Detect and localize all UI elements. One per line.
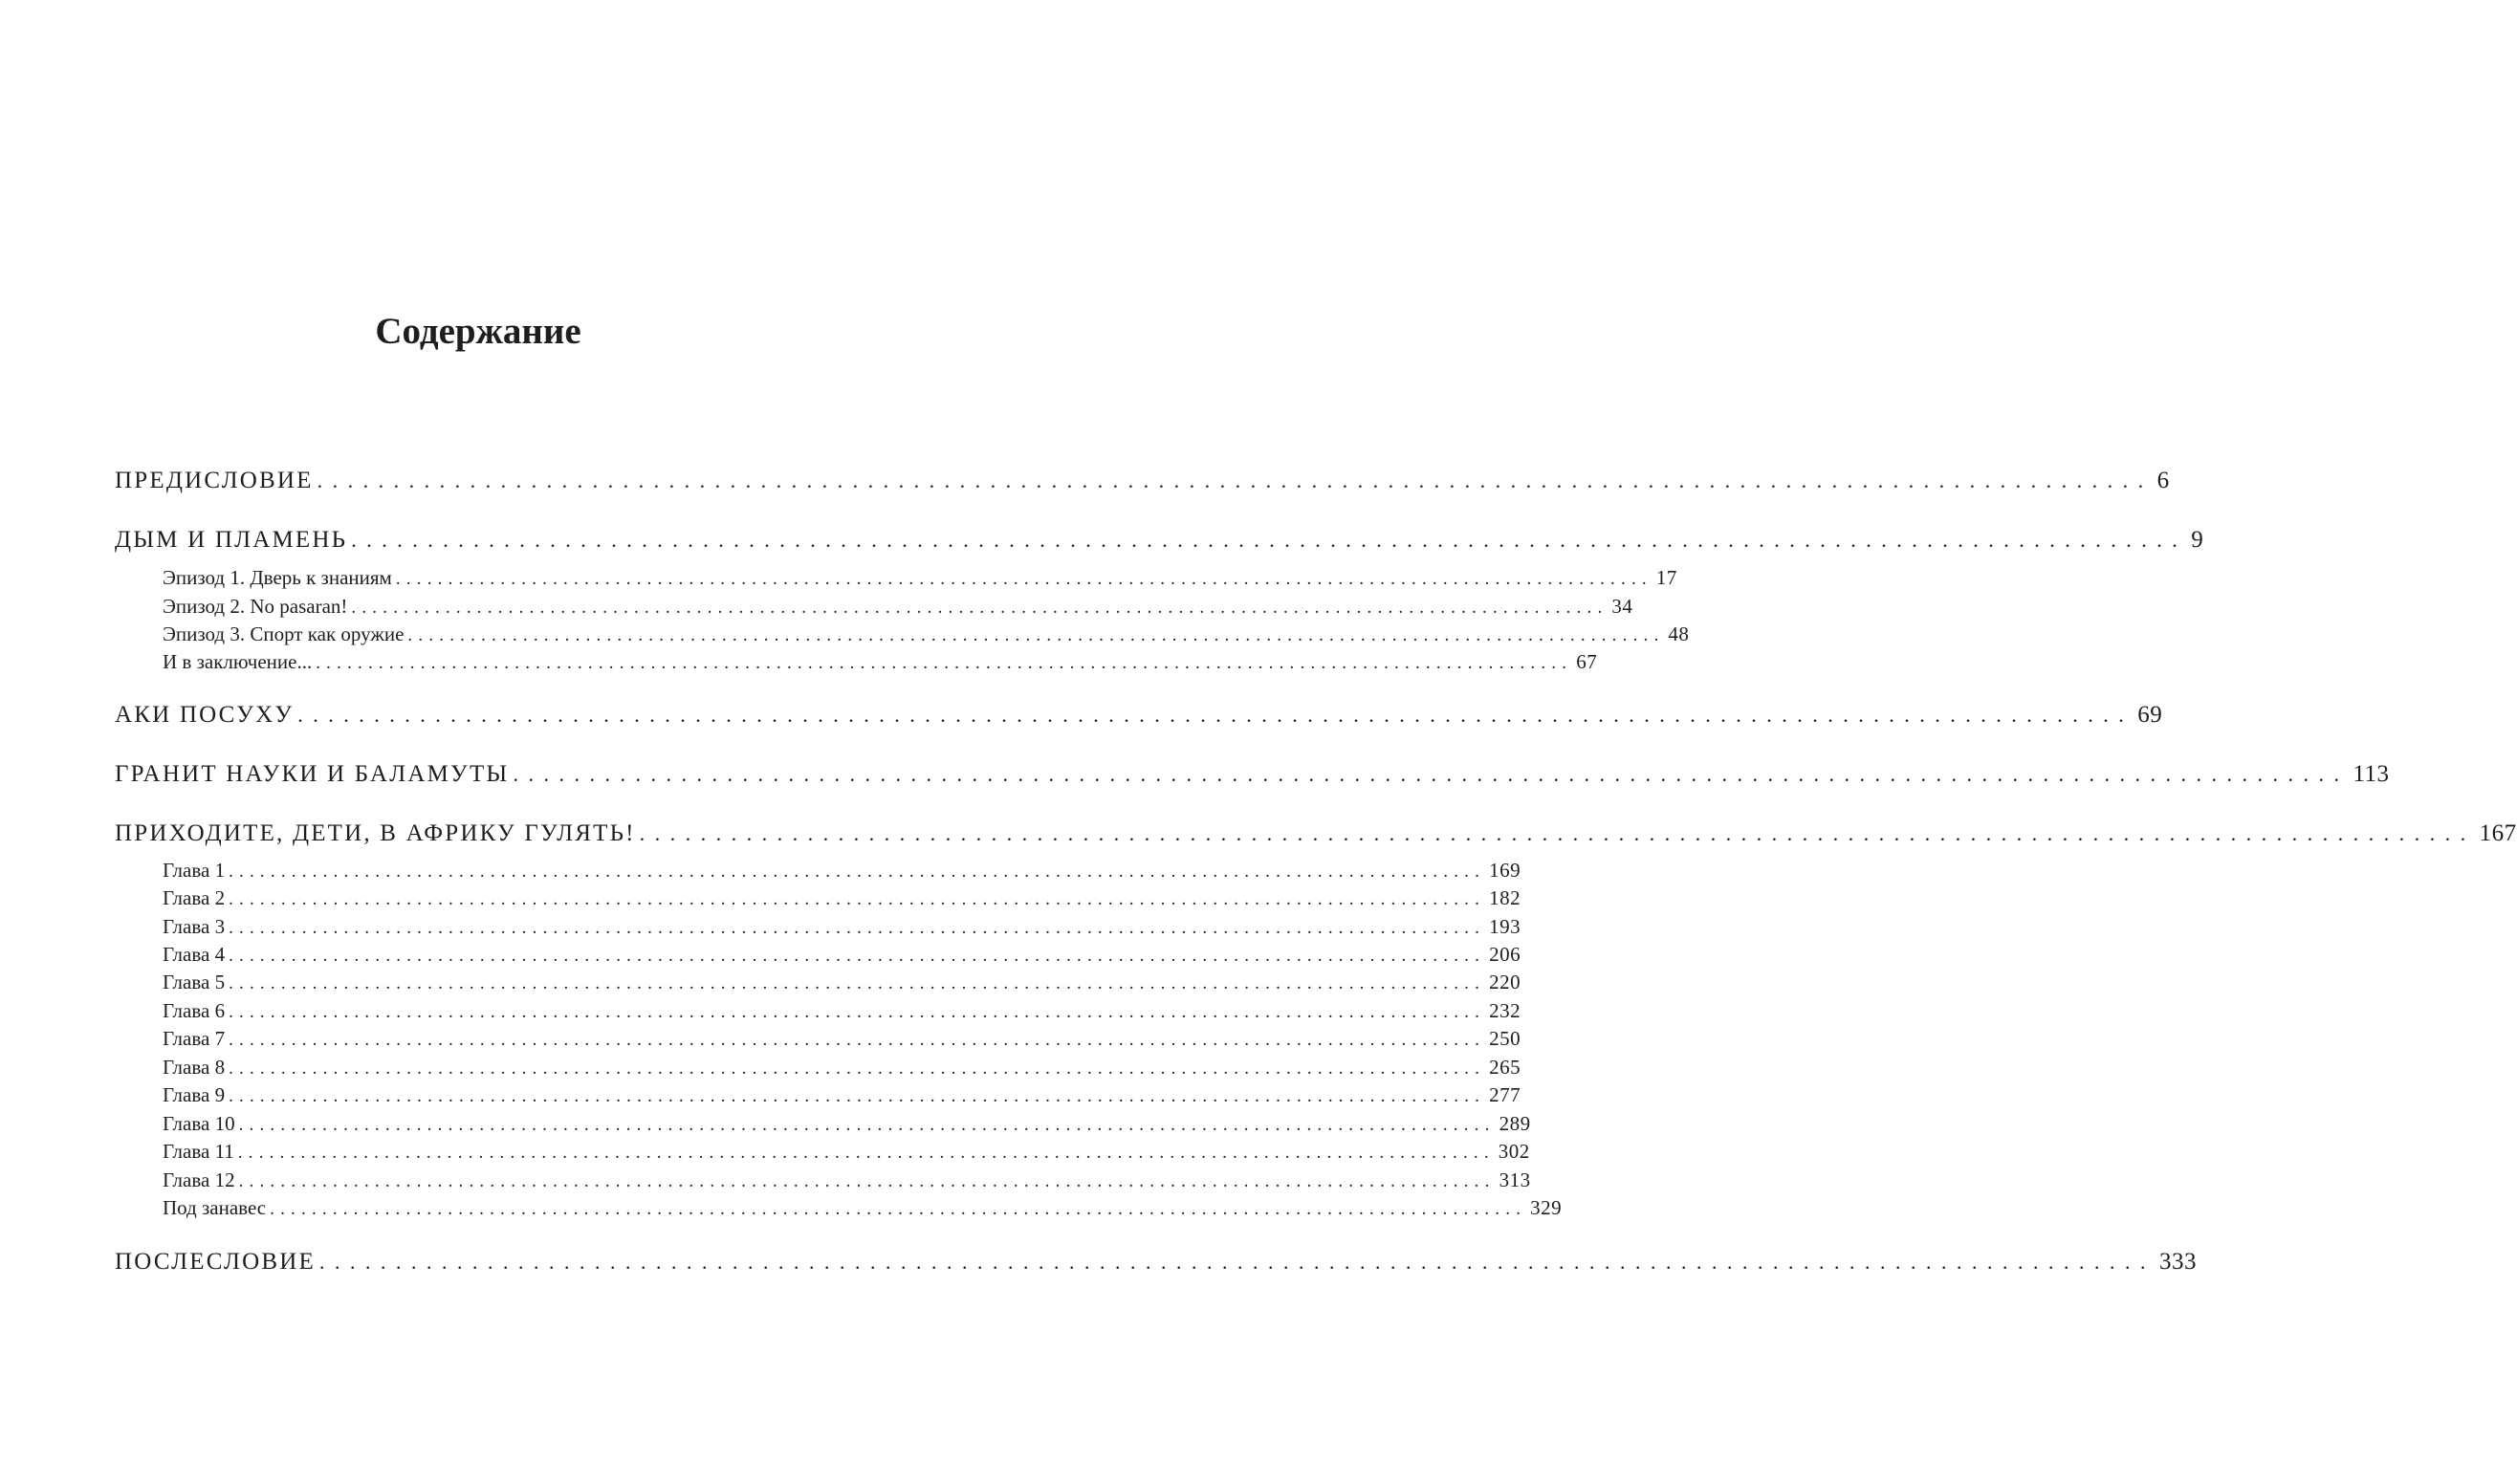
toc-page-number: 17 — [1655, 566, 1677, 589]
toc-entry-title: Глава 10 — [163, 1112, 235, 1135]
page-title: Содержание — [375, 311, 581, 352]
toc-page-number: 250 — [1489, 1027, 1521, 1050]
toc-page-number: 277 — [1489, 1083, 1521, 1106]
toc-entry-afterword[interactable] — [115, 1246, 2197, 1278]
toc-subentry[interactable] — [163, 1025, 1521, 1052]
toc-page-number: 34 — [1611, 595, 1633, 618]
toc-entry-title: Эпизод 3. Спорт как оружие — [163, 622, 405, 645]
toc-entry-preface[interactable] — [115, 465, 2170, 497]
toc-subentry[interactable] — [163, 648, 1598, 675]
toc-subentry[interactable] — [163, 884, 1521, 911]
toc-subentry[interactable] — [163, 1194, 1563, 1221]
toc-entry-title: ПРИХОДИТЕ, ДЕТИ, В АФРИКУ ГУЛЯТЬ! — [115, 820, 636, 846]
toc-subentry[interactable] — [163, 621, 1690, 647]
table-of-contents — [115, 0, 2517, 1484]
dot-leader: ........................................................................................................................ — [351, 528, 2188, 552]
toc-entry-part[interactable] — [115, 758, 2390, 791]
toc-subentry[interactable] — [163, 941, 1521, 968]
toc-entry-title: Глава 11 — [163, 1140, 234, 1163]
toc-subentry[interactable] — [163, 969, 1521, 995]
dot-leader: ........................................................................................................................ — [351, 598, 1609, 618]
toc-subentry[interactable] — [163, 593, 1633, 620]
toc-entry-title: Глава 8 — [163, 1056, 226, 1079]
toc-page-number: 302 — [1498, 1140, 1530, 1163]
toc-page-number: 313 — [1499, 1168, 1531, 1191]
dot-leader: ........................................................................................................................ — [237, 1143, 1495, 1163]
toc-page-number: 220 — [1489, 971, 1521, 993]
toc-subentry[interactable] — [163, 564, 1677, 591]
toc-entry-title: Глава 4 — [163, 943, 226, 966]
toc-entry-title: Глава 5 — [163, 971, 226, 993]
toc-entry-part[interactable] — [115, 524, 2204, 556]
toc-page-number: 113 — [2353, 761, 2390, 787]
dot-leader: ........................................................................................................................ — [229, 889, 1486, 909]
toc-subentry[interactable] — [163, 913, 1521, 940]
dot-leader: ........................................................................................................................ — [316, 653, 1573, 673]
toc-page-number: 69 — [2137, 702, 2163, 728]
dot-leader: ........................................................................................................................ — [395, 569, 1652, 589]
toc-entry-title: Глава 6 — [163, 999, 226, 1022]
dot-leader: ........................................................................................................................ — [297, 703, 2134, 727]
toc-page-number: 9 — [2191, 527, 2204, 553]
dot-leader: ........................................................................................................................ — [317, 469, 2154, 492]
toc-entry-title: ПРЕДИСЛОВИЕ — [115, 468, 314, 493]
toc-entry-title: Эпизод 1. Дверь к знаниям — [163, 566, 392, 589]
toc-entry-title: Глава 1 — [163, 859, 226, 882]
toc-page-number: 169 — [1489, 859, 1521, 882]
toc-entry-title: Глава 7 — [163, 1027, 226, 1050]
toc-entry-title: ПОСЛЕСЛОВИЕ — [115, 1249, 316, 1275]
dot-leader: ........................................................................................................................ — [229, 1058, 1486, 1079]
toc-subentry[interactable] — [163, 1054, 1521, 1080]
dot-leader: ........................................................................................................................ — [407, 625, 1665, 645]
dot-leader: ........................................................................................................................ — [639, 821, 2476, 845]
toc-entry-title: Глава 2 — [163, 886, 226, 909]
toc-page-number: 206 — [1489, 943, 1521, 966]
toc-entry-part[interactable] — [115, 818, 2517, 850]
toc-page-number: 182 — [1489, 886, 1521, 909]
toc-entry-part[interactable] — [115, 699, 2163, 731]
toc-subentry[interactable] — [163, 1138, 1530, 1165]
dot-leader: ........................................................................................................................ — [229, 973, 1486, 993]
dot-leader: ........................................................................................................................ — [229, 918, 1486, 938]
dot-leader: ........................................................................................................................ — [318, 1250, 2156, 1274]
toc-entry-title: Глава 9 — [163, 1083, 226, 1106]
dot-leader: ........................................................................................................................ — [229, 946, 1486, 966]
toc-page-number: 193 — [1489, 915, 1521, 938]
toc-entry-title: АКИ ПОСУХУ — [115, 702, 295, 728]
toc-page-number: 289 — [1499, 1112, 1531, 1135]
toc-page-number: 333 — [2158, 1249, 2197, 1275]
toc-entry-title: Под занавес — [163, 1196, 267, 1219]
toc-page-number: 48 — [1668, 622, 1690, 645]
dot-leader: ........................................................................................................................ — [229, 862, 1486, 882]
dot-leader: ........................................................................................................................ — [238, 1171, 1496, 1191]
toc-entry-title: Глава 12 — [163, 1168, 235, 1191]
dot-leader: ........................................................................................................................ — [238, 1115, 1496, 1135]
toc-page-number: 67 — [1576, 650, 1598, 673]
toc-subentry[interactable] — [163, 1167, 1531, 1193]
dot-leader: ........................................................................................................................ — [513, 762, 2350, 786]
toc-entry-title: Глава 3 — [163, 915, 226, 938]
toc-entry-title: ДЫМ И ПЛАМЕНЬ — [115, 527, 348, 553]
toc-entry-title: Эпизод 2. No pasaran! — [163, 595, 348, 618]
dot-leader: ........................................................................................................................ — [270, 1199, 1527, 1219]
toc-page-number: 232 — [1489, 999, 1521, 1022]
toc-page-number: 265 — [1489, 1056, 1521, 1079]
toc-subentry[interactable] — [163, 1081, 1521, 1108]
toc-entry-title: И в заключение... — [163, 650, 313, 673]
toc-entry-title: ГРАНИТ НАУКИ И БАЛАМУТЫ — [115, 761, 510, 787]
toc-page-number: 6 — [2156, 468, 2170, 493]
dot-leader: ........................................................................................................................ — [229, 1002, 1486, 1022]
toc-subentry[interactable] — [163, 1110, 1531, 1137]
toc-page-number: 329 — [1530, 1196, 1563, 1219]
dot-leader: ........................................................................................................................ — [229, 1030, 1486, 1050]
dot-leader: ........................................................................................................................ — [229, 1086, 1486, 1106]
toc-page-number: 167 — [2479, 820, 2517, 846]
toc-subentry[interactable] — [163, 997, 1521, 1024]
toc-subentry[interactable] — [163, 857, 1521, 884]
